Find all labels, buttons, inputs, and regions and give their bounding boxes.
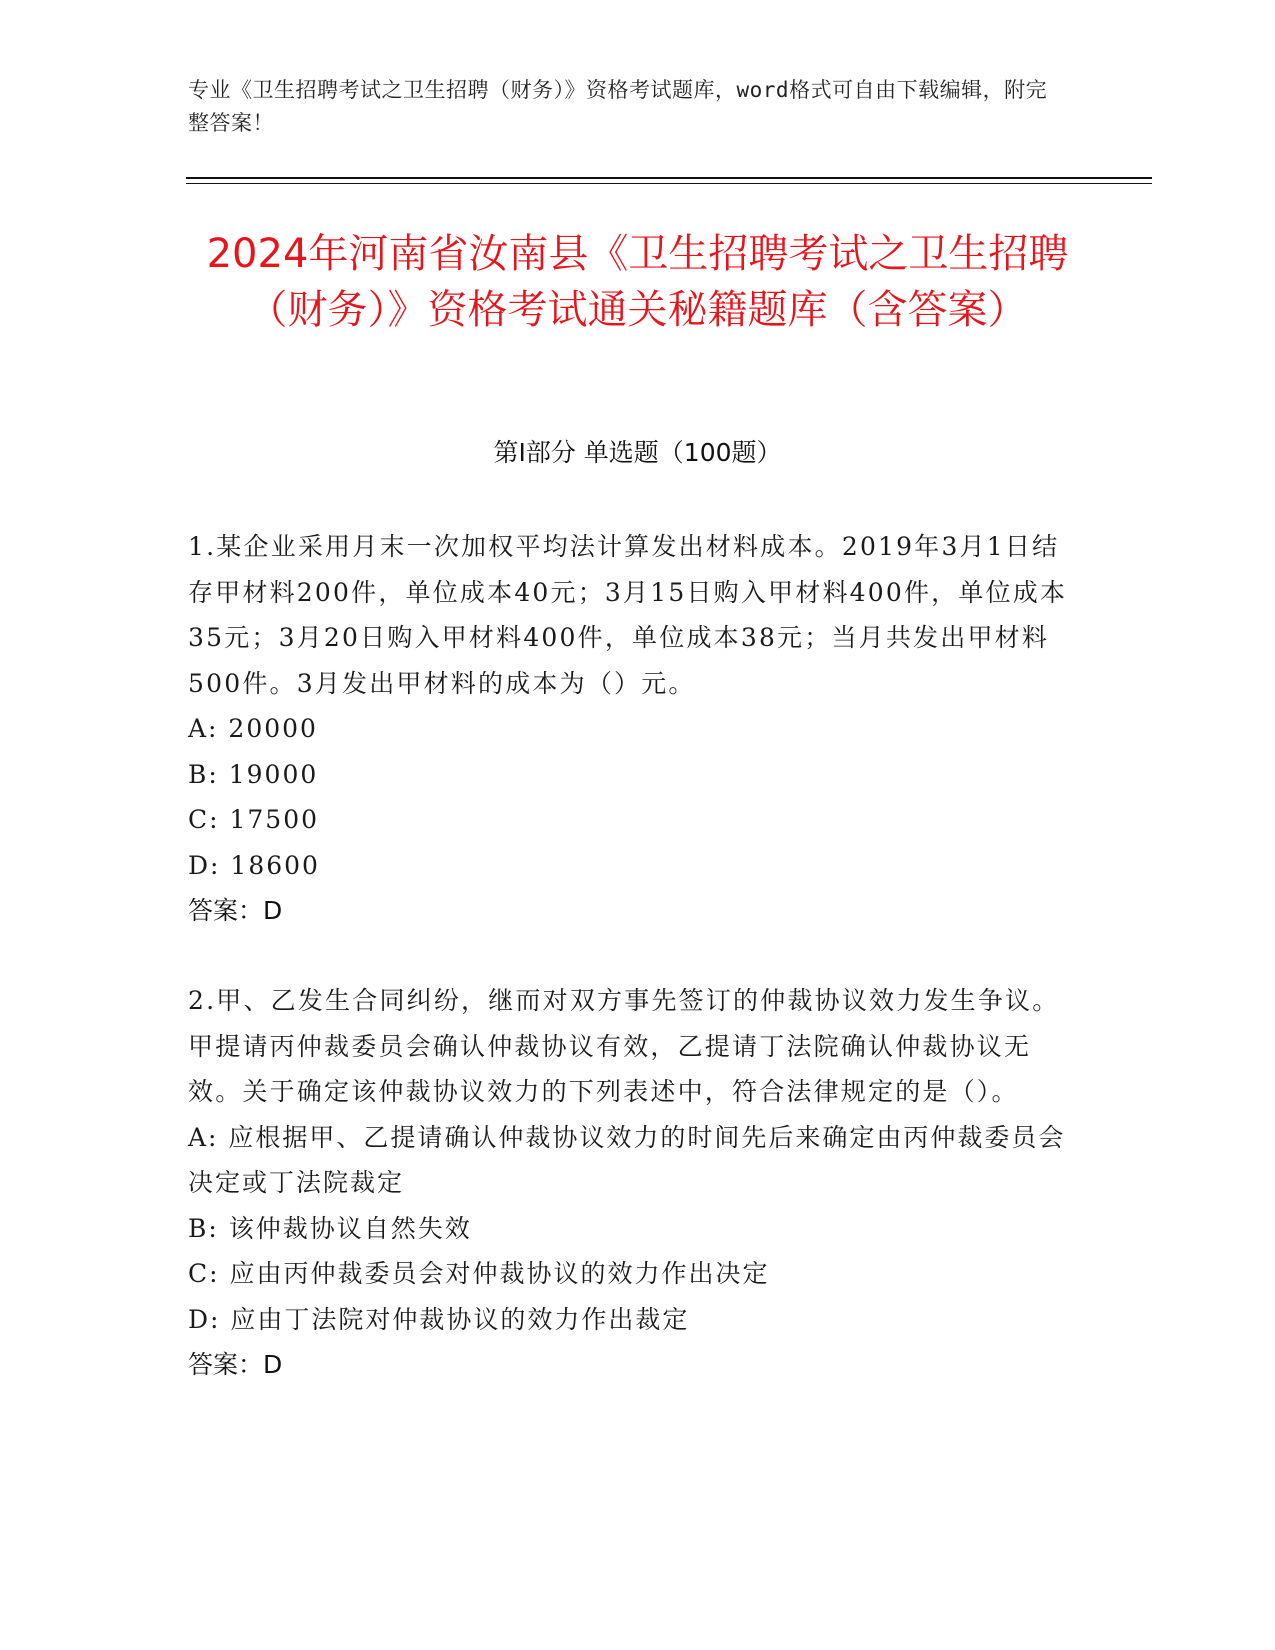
answer: 答案：D: [188, 1350, 283, 1379]
option-a: A: 20000: [188, 714, 318, 743]
header-divider-thick: [186, 177, 1152, 179]
option-a: A: 应根据甲、乙提请确认仲裁协议效力的时间先后来确定由丙仲裁委员会决定或丁法院裁定: [188, 1122, 1066, 1197]
question-2: [188, 978, 1068, 1388]
document-title: 2024年河南省汝南县《卫生招聘考试之卫生招聘（财务）》资格考试通关秘籍题库（含答案）: [206, 231, 1069, 333]
header-divider-thin: [186, 183, 1152, 184]
section-heading: 第Ⅰ部分 单选题（100题）: [493, 438, 782, 467]
option-b: B: 该仲裁协议自然失效: [188, 1213, 472, 1243]
option-b: B: 19000: [188, 759, 319, 789]
question-1: [188, 524, 1068, 934]
option-c: C: 17500: [188, 805, 320, 834]
header-note: 专业《卫生招聘考试之卫生招聘（财务）》资格考试题库，word格式可自由下载编辑，附完整答案！: [188, 78, 1048, 135]
answer: 答案：D: [188, 896, 283, 925]
question-stem: 1.某企业采用月末一次加权平均法计算发出材料成本。2019年3月1日结存甲材料200件，单位成本40元；3月15日购入甲材料400件，单位成本35元；3月20日购入甲材料400件，单位成本38元；当月共发出甲材料500件。3月发出甲材料的成本为（）元。: [188, 532, 1068, 698]
option-c: C: 应由丙仲裁委员会对仲裁协议的效力作出决定: [188, 1259, 770, 1288]
question-stem: 2.甲、乙发生合同纠纷，继而对双方事先签订的仲裁协议效力发生争议。甲提请丙仲裁委员会确认仲裁协议有效，乙提请丁法院确认仲裁协议无效。关于确定该仲裁协议效力的下列表述中，符合法律规定的是（）。: [188, 986, 1060, 1106]
option-d: D: 18600: [188, 850, 320, 880]
option-d: D: 应由丁法院对仲裁协议的效力作出裁定: [188, 1304, 690, 1334]
